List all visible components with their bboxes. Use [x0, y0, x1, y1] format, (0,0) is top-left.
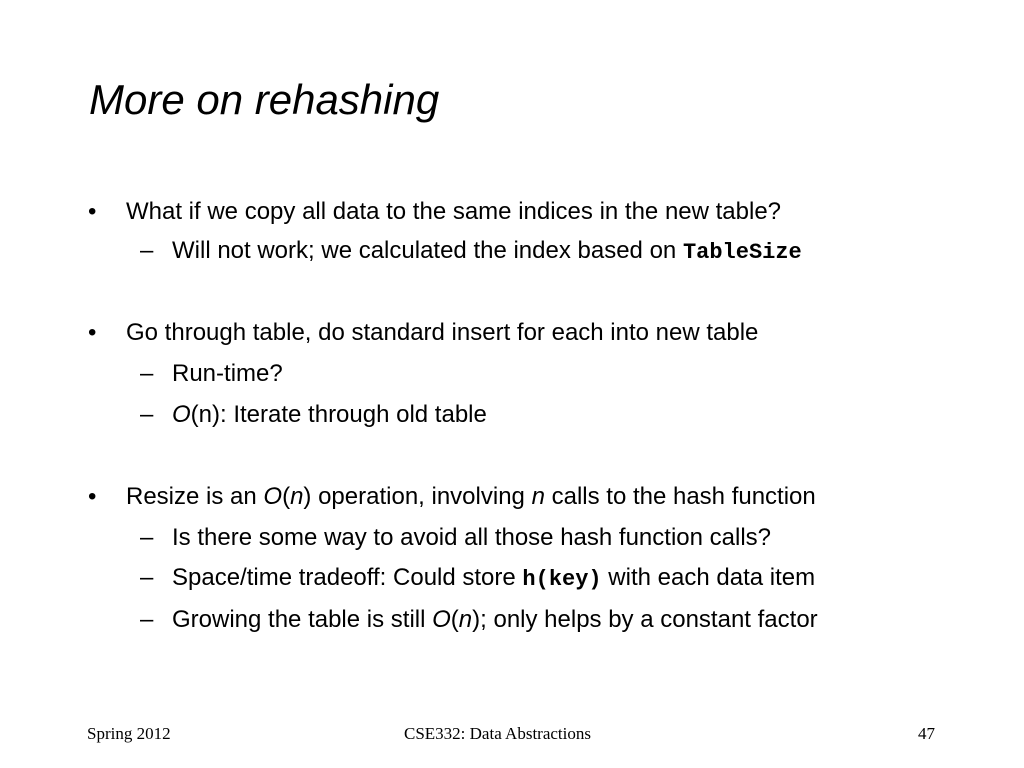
bullet-2-sub-1: Run-time? — [172, 360, 283, 387]
bullet-2-sub-2 — [172, 400, 487, 430]
big-o-symbol: O — [172, 401, 191, 428]
bullet-3-sub-3 — [172, 605, 818, 635]
bullet-3-pre: Resize is an — [126, 483, 264, 510]
dash-marker: – — [140, 564, 154, 591]
bullet-3-sub-2-suffix: with each data item — [601, 564, 816, 591]
bullet-3-sub-3-suffix: ); only helps by a constant factor — [472, 606, 818, 633]
bullet-marker: • — [88, 198, 97, 225]
paren-open: ( — [450, 606, 459, 633]
slide-number: 47 — [918, 724, 935, 743]
bullet-1-sub-1 — [172, 236, 802, 268]
n-variable: n — [290, 483, 304, 510]
dash-marker: – — [140, 237, 154, 264]
paren-open: ( — [282, 483, 291, 510]
footer-date: Spring 2012 — [87, 724, 171, 743]
slide-title: More on rehashing — [89, 76, 440, 123]
bullet-3-sub-2 — [172, 563, 815, 595]
n-variable: n — [458, 606, 473, 633]
dash-marker: – — [140, 401, 154, 428]
bullet-3-mid: ) operation, involving — [303, 483, 532, 510]
bullet-marker: • — [88, 319, 97, 346]
bullet-1-sub-1-text: Will not work; we calculated the index based on — [172, 237, 683, 264]
bullet-3-post: calls to the hash function — [544, 483, 816, 510]
bullet-1-text: What if we copy all data to the same indices in the new table? — [126, 198, 782, 225]
bullet-3-sub-1: Is there some way to avoid all those hash function calls? — [172, 524, 771, 551]
bullet-3-sub-2-prefix: Space/time tradeoff: Could store — [172, 564, 523, 591]
dash-marker: – — [140, 360, 154, 387]
dash-marker: – — [140, 524, 154, 551]
bullet-marker: • — [88, 483, 97, 510]
bullet-2-text: Go through table, do standard insert for each into new table — [126, 319, 759, 346]
n-variable: n — [531, 483, 545, 510]
code-tablesize: TableSize — [682, 240, 802, 265]
code-hkey: h(key) — [522, 567, 602, 592]
bullet-3-sub-3-prefix: Growing the table is still — [172, 606, 433, 633]
bullet-3-text — [126, 482, 816, 512]
big-o-symbol: O — [432, 606, 451, 633]
footer-course: CSE332: Data Abstractions — [404, 724, 591, 743]
bullet-2-sub-2-text: (n): Iterate through old table — [190, 401, 487, 428]
big-o-symbol: O — [263, 483, 283, 510]
dash-marker: – — [140, 606, 154, 633]
